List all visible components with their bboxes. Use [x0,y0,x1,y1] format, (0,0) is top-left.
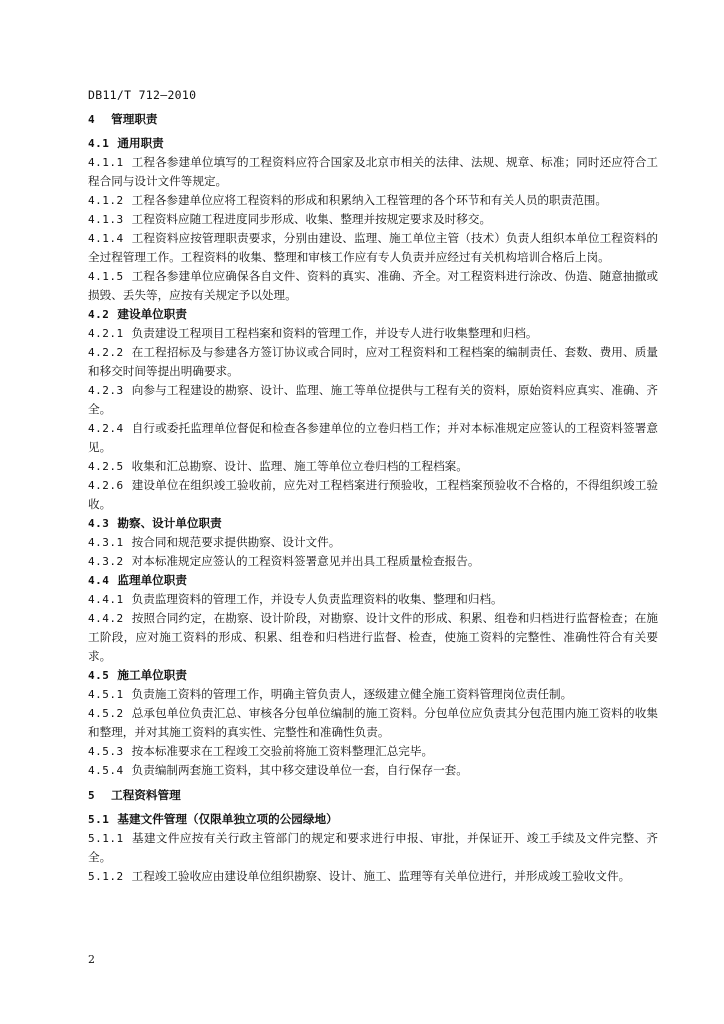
clause-paragraph [88,229,658,267]
page-number: 2 [88,953,95,966]
clause-text: 负责监理资料的管理工作，并设专人负责监理资料的收集、整理和归档。 [131,592,503,606]
clause-number: 4.1 [88,137,110,150]
clause-text: 向参与工程建设的勘察、设计、监理、施工等单位提供与工程有关的资料，原始资料应真实、准确、齐全。 [88,383,658,416]
clause-paragraph [88,742,658,761]
clause-number: 4.5.1 [88,688,124,701]
clause-paragraph [88,324,658,343]
clause-paragraph [88,457,658,476]
clause-text: 施工单位职责 [117,668,187,682]
clause-text: 管理职责 [111,112,158,126]
clause-text: 工程各参建单位应确保各自文件、资料的真实、准确、齐全。对工程资料进行涂改、伪造、随意抽撤或损毁、丢失等，应按有关规定予以处理。 [88,269,658,302]
section-heading [88,666,658,685]
clause-text: 工程各参建单位应将工程资料的形成和积累纳入工程管理的各个环节和有关人员的职责范围。 [131,193,607,207]
clause-paragraph [88,343,658,381]
clause-number: 4.3 [88,517,110,530]
clause-text: 负责施工资料的管理工作，明确主管负责人，逐级建立健全施工资料管理岗位责任制。 [131,687,573,701]
clause-number: 5.1 [88,813,110,826]
clause-number: 4.2.5 [88,460,124,473]
clause-paragraph [88,829,658,867]
clause-text: 工程资料应随工程进度同步形成、收集、整理并按规定要求及时移交。 [131,212,492,226]
clause-text: 基建文件应按有关行政主管部门的规定和要求进行申报、审批，并保证开、竣工手续及文件完整、齐全。 [88,831,658,864]
document-code: DB11/T 712—2010 [88,88,197,102]
clause-text: 负责编制两套施工资料，其中移交建设单位一套，自行保存一套。 [131,763,468,777]
clause-number: 4 [88,113,96,126]
clause-number: 4.1.4 [88,232,124,245]
clause-number: 5 [88,789,96,802]
clause-paragraph [88,191,658,210]
clause-number: 4.2.2 [88,346,124,359]
clause-number: 5.1.2 [88,870,124,883]
clause-text: 工程资料管理 [111,788,181,802]
clause-number: 4.5.3 [88,745,124,758]
clause-text: 总承包单位负责汇总、审核各分包单位编制的施工资料。分包单位应负责其分包范围内施工资料的收集和整理，并对其施工资料的真实性、完整性和准确性负责。 [88,706,658,739]
clause-text: 按合同和规范要求提供勘察、设计文件。 [131,535,341,549]
clause-number: 4.2 [88,308,110,321]
clause-text: 按照合同约定，在勘察、设计阶段，对勘察、设计文件的形成、积累、组卷和归档进行监督检查；在施工阶段，应对施工资料的形成、积累、组卷和归档进行监督、检查，使施工资料的完整性、准确性符合有关要求。 [88,611,658,663]
clause-text: 勘察、设计单位职责 [117,516,222,530]
clause-paragraph [88,153,658,191]
clause-paragraph [88,419,658,457]
clause-number: 4.2.1 [88,327,124,340]
clause-text: 按本标准要求在工程竣工交验前将施工资料整理汇总完毕。 [131,744,434,758]
clause-number: 4.1.3 [88,213,124,226]
clause-paragraph [88,552,658,571]
clause-text: 建设单位职责 [117,307,187,321]
clause-number: 4.3.2 [88,555,124,568]
clause-text: 在工程招标及与参建各方签订协议或合同时，应对工程资料和工程档案的编制责任、套数、费用、质量和移交时间等提出明确要求。 [88,345,658,378]
clause-text: 负责建设工程项目工程档案和资料的管理工作，并设专人进行收集整理和归档。 [131,326,538,340]
clause-number: 4.2.6 [88,479,124,492]
clause-paragraph [88,685,658,704]
clause-text: 基建文件管理（仅限单独立项的公园绿地） [117,812,338,826]
clause-paragraph [88,533,658,552]
clause-text: 通用职责 [117,136,164,150]
clause-text: 工程资料应按管理职责要求，分别由建设、监理、施工单位主管（技术）负责人组织本单位工程资料的全过程管理工作。工程资料的收集、整理和审核工作应有专人负责并应经过有关机构培训合格后上岗。 [88,231,658,264]
clause-number: 4.5 [88,669,110,682]
section-heading [88,134,658,153]
clause-number: 4.1.5 [88,270,124,283]
clause-paragraph [88,476,658,514]
section-heading [88,810,658,829]
clause-number: 4.5.4 [88,764,124,777]
clause-paragraph [88,210,658,229]
clause-text: 对本标准规定应签认的工程资料签署意见并出具工程质量检查报告。 [131,554,480,568]
document-body [88,110,658,886]
clause-number: 4.2.3 [88,384,124,397]
clause-paragraph [88,761,658,780]
chapter-heading [88,786,658,805]
clause-text: 工程各参建单位填写的工程资料应符合国家及北京市相关的法律、法规、规章、标准；同时还应符合工程合同与设计文件等规定。 [88,155,658,188]
section-heading [88,305,658,324]
clause-text: 监理单位职责 [117,573,187,587]
section-heading [88,571,658,590]
section-heading [88,514,658,533]
clause-paragraph [88,609,658,666]
clause-paragraph [88,867,658,886]
clause-text: 收集和汇总勘察、设计、监理、施工等单位立卷归档的工程档案。 [131,459,468,473]
clause-number: 4.5.2 [88,707,124,720]
clause-paragraph [88,590,658,609]
clause-text: 工程竣工验收应由建设单位组织勘察、设计、施工、监理等有关单位进行，并形成竣工验收文件。 [131,869,631,883]
clause-number: 4.4 [88,574,110,587]
clause-number: 4.4.2 [88,612,124,625]
clause-number: 5.1.1 [88,832,124,845]
clause-number: 4.3.1 [88,536,124,549]
clause-number: 4.4.1 [88,593,124,606]
clause-paragraph [88,704,658,742]
chapter-heading [88,110,658,129]
clause-number: 4.1.2 [88,194,124,207]
clause-number: 4.2.4 [88,422,124,435]
clause-text: 自行或委托监理单位督促和检查各参建单位的立卷归档工作；并对本标准规定应签认的工程资料签署意见。 [88,421,658,454]
clause-paragraph [88,267,658,305]
clause-paragraph [88,381,658,419]
clause-number: 4.1.1 [88,156,124,169]
clause-text: 建设单位在组织竣工验收前，应先对工程档案进行预验收，工程档案预验收不合格的，不得组织竣工验收。 [88,478,658,511]
